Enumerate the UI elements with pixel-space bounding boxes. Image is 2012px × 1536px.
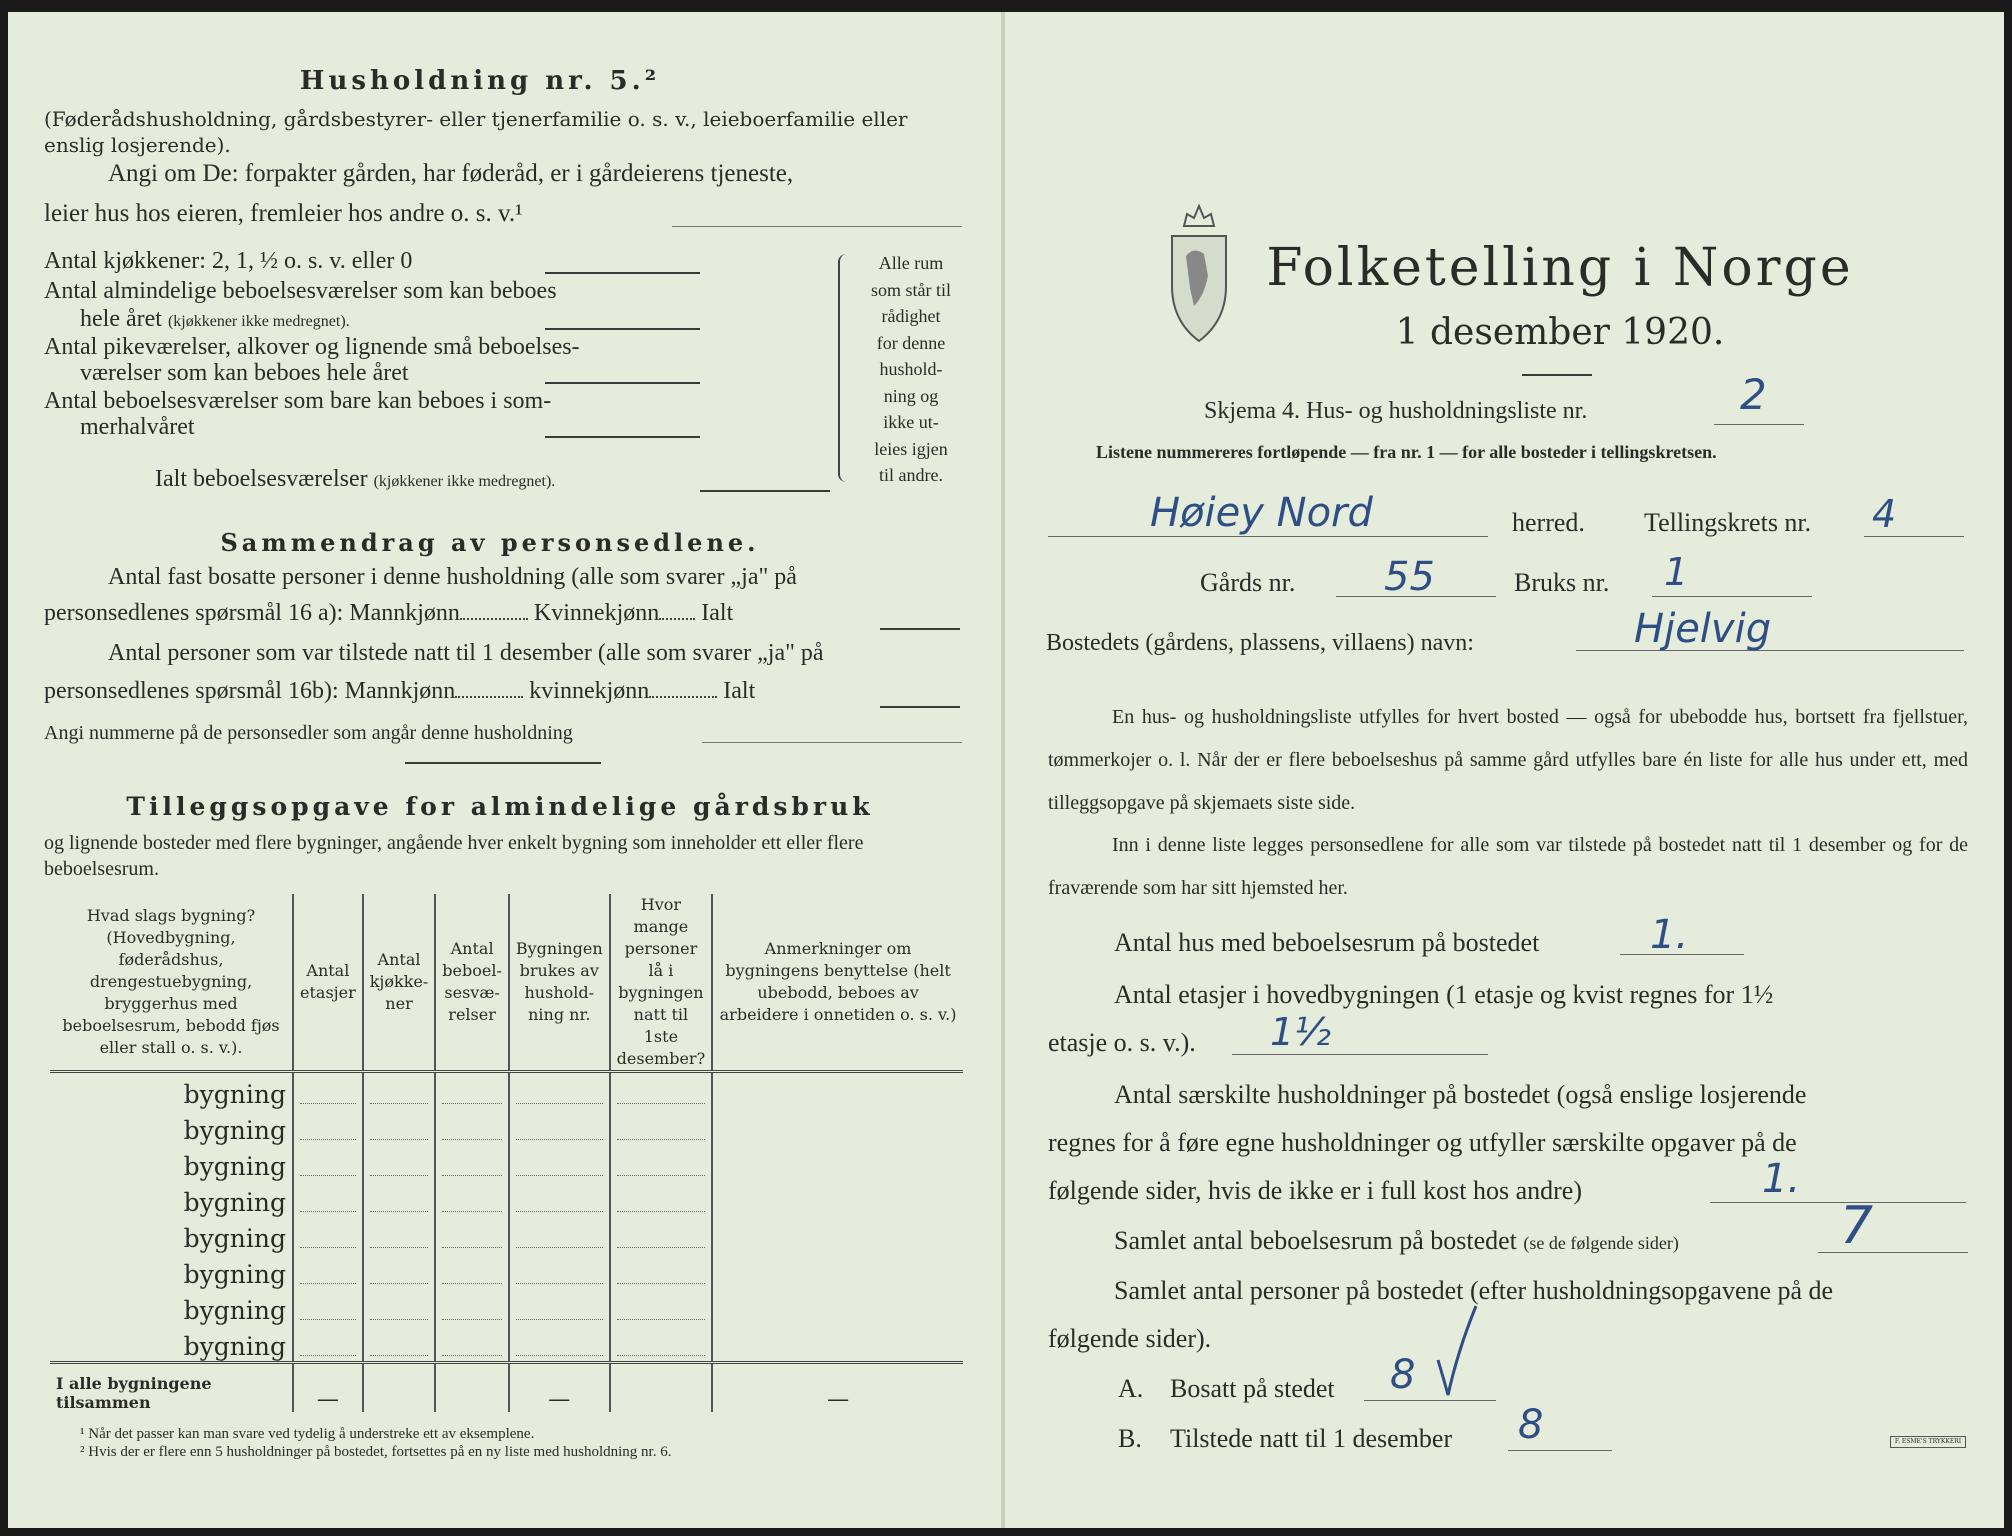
table-row: bygning (50, 1325, 963, 1363)
table-row: bygning (50, 1072, 963, 1110)
col-household: Bygningen brukes av hushold- ning nr. (509, 894, 610, 1072)
summer-rooms-label: Antal beboelsesværelser som bare kan beboes i som- (44, 388, 552, 414)
rooms-label-small: (kjøkkener ikke medregnet). (167, 313, 350, 330)
instruction-1: En hus- og husholdningsliste utfylles for hvert bosted — også for ubebodde hus, bortsett fra fjellstuer, tømmerkojer o. l. Når der er flere beboelseshus på samme gård utfylles bare én liste for alle hus under ett, med tilleggsopgave på skjemaets siste side. (1048, 706, 1968, 814)
qb-letter: B. (1118, 1424, 1142, 1453)
present-line1: Antal personer som var tilstede natt til 1 desember (alle som svarer „ja" på (108, 640, 824, 666)
q-persons-2: følgende sider). (1048, 1324, 1212, 1353)
q-households-value: 1. (1762, 1156, 1801, 1202)
total-rooms-small: (kjøkkener ikke medregnet). (373, 473, 556, 490)
q-households-2: regnes for å føre egne husholdninger og utfyller særskilte opgaver på de (1048, 1128, 1797, 1157)
q-persons-1: Samlet antal personer på bostedet (efter husholdningsopgavene på de (1114, 1276, 1834, 1305)
census-title: Folketelling i Norge (1266, 238, 1854, 298)
checkmark (1430, 1300, 1480, 1400)
table-total-row: I alle bygningene tilsammen — — — (50, 1363, 963, 1413)
qa-value: 8 (1390, 1352, 1416, 1398)
gards-value: 55 (1384, 554, 1435, 600)
household-subtitle: (Føderådshusholdning, gårdsbestyrer- eller tjenerfamilie o. s. v., leieboerfamilie eller enslig losjerende). (44, 107, 908, 157)
angi-line2: leier hus hos eieren, fremleier hos andre o. s. v.¹ (44, 200, 523, 227)
qb-label: Tilstede natt til 1 desember (1170, 1424, 1453, 1453)
fast-female: Kvinnekjønn (533, 600, 660, 626)
herred-value: Høiey Nord (1150, 490, 1373, 536)
schema-label: Skjema 4. Hus- og husholdningsliste nr. (1204, 398, 1588, 424)
page-fold (1001, 12, 1005, 1528)
table-row: bygning (50, 1145, 963, 1181)
qa-label: Bosatt på stedet (1170, 1374, 1335, 1403)
col-kitchens: Antal kjøkke- ner (363, 894, 436, 1072)
present-total: Ialt (723, 678, 756, 704)
q-rooms-total: Samlet antal beboelsesrum på bostedet (1114, 1226, 1517, 1255)
q-households-1: Antal særskilte husholdninger på bostedet (også enslige losjerende (1114, 1080, 1807, 1109)
kitchens-label: Antal kjøkkener: 2, 1, ½ o. s. v. eller 0 (44, 248, 413, 274)
present-female: kvinnekjønn (529, 678, 650, 704)
q-floors-2: etasje o. s. v.). (1048, 1028, 1196, 1057)
table-row: bygning (50, 1181, 963, 1217)
gards-label: Gårds nr. (1200, 568, 1296, 597)
krets-label: Tellingskrets nr. (1644, 508, 1812, 537)
schema-number: 2 (1740, 370, 1767, 419)
footnote-2: ² Hvis der er flere enn 5 husholdninger på bostedet, fortsettes på en ny liste med husholdning nr. 6. (80, 1444, 672, 1460)
col-rooms: Antal beboel- sesvæ- relser (435, 894, 509, 1072)
q-floors-1: Antal etasjer i hovedbygningen (1 etasje og kvist regnes for 1½ (1114, 980, 1774, 1009)
buildings-table (50, 894, 963, 1412)
summary-title: Sammendrag av personsedlene. (220, 528, 760, 557)
present-line2: personsedlenes spørsmål 16b): Mannkjønn (44, 678, 456, 704)
q-rooms-small: (se de følgende sider) (1523, 1233, 1679, 1253)
fast-total: Ialt (701, 600, 734, 626)
krets-value: 4 (1872, 492, 1897, 536)
bracket (838, 254, 854, 482)
side-note: Alle rum som står til rådighet for denne hushold- ning og ikke ut- leies igjen til andre. (871, 253, 951, 485)
q-floors-value: 1½ (1270, 1010, 1332, 1054)
col-persons: Hvor mange personer lå i bygningen natt til 1ste desember? (610, 894, 713, 1072)
summer-rooms-label-2: merhalvåret (80, 414, 195, 440)
qa-letter: A. (1118, 1374, 1144, 1403)
bruks-value: 1 (1664, 550, 1689, 594)
table-row: bygning (50, 1109, 963, 1145)
col-floors: Antal etasjer (293, 894, 363, 1072)
maid-rooms-label: Antal pikeværelser, alkover og lignende små beboelses- (44, 334, 580, 360)
supplement-title: Tilleggsopgave for almindelige gårdsbruk (126, 792, 874, 821)
maid-rooms-label-2: værelser som kan beboes hele året (80, 360, 409, 386)
qb-value: 8 (1518, 1402, 1544, 1448)
table-row: bygning (50, 1253, 963, 1289)
census-date: 1 desember 1920. (1395, 312, 1725, 353)
fast-line2: personsedlenes spørsmål 16 a): Mannkjønn (44, 600, 460, 626)
table-row: bygning (50, 1289, 963, 1325)
fast-line1: Antal fast bosatte personer i denne husholdning (alle som svarer „ja" på (108, 564, 797, 590)
table-row: bygning (50, 1217, 963, 1253)
supplement-subtitle: og lignende bosteder med flere bygninger, angående hver enkelt bygning som inneholder ett eller flere beboelsesrum. (44, 832, 864, 880)
bruks-label: Bruks nr. (1514, 568, 1610, 597)
q-houses: Antal hus med beboelsesrum på bostedet (1114, 928, 1540, 957)
rooms-label: Antal almindelige beboelsesværelser som kan beboes (44, 278, 557, 304)
col-remarks: Anmerkninger om bygningens benyttelse (helt ubebodd, beboes av arbeidere i onnetiden o. s. v.) (712, 894, 963, 1072)
total-rooms-label: Ialt beboelsesværelser (155, 466, 368, 492)
q-households-3: følgende sider, hvis de ikke er i full kost hos andre) (1048, 1176, 1582, 1205)
rooms-label-2: hele året (80, 306, 162, 332)
col-building-type: Hvad slags bygning? (Hovedbygning, føderådshus, drengestuebygning, bryggerhus med beboelsesrum, bebodd fjøs eller stall o. s. v.). (50, 894, 293, 1072)
footnote-1: ¹ Når det passer kan man svare ved tydelig å understreke ett av eksemplene. (80, 1426, 535, 1442)
bosted-label: Bostedets (gårdens, plassens, villaens) navn: (1046, 630, 1474, 656)
angi-line1: Angi om De: forpakter gården, har føderåd, er i gårdeierens tjeneste, (108, 160, 794, 187)
list-instruction: Listene nummereres fortløpende — fra nr. 1 — for alle bosteder i tellingskretsen. (1096, 442, 1717, 462)
printer-stamp: F. ESME'S TRYKKERI (1890, 1436, 1966, 1448)
q-rooms-value: 7 (1840, 1196, 1874, 1256)
q-houses-value: 1. (1650, 912, 1689, 958)
total-label: I alle bygningene tilsammen (50, 1363, 293, 1413)
numbers-label: Angi nummerne på de personsedler som angår denne husholdning (44, 722, 573, 744)
bosted-value: Hjelvig (1634, 606, 1772, 652)
herred-label: herred. (1512, 508, 1585, 537)
household-title: Husholdning nr. 5.² (299, 66, 661, 96)
instruction-2: Inn i denne liste legges personsedlene for alle som var tilstede på bostedet natt til 1 desember og for de fraværende som har sitt hjemsted her. (1048, 834, 1968, 899)
coat-of-arms (1164, 196, 1234, 346)
